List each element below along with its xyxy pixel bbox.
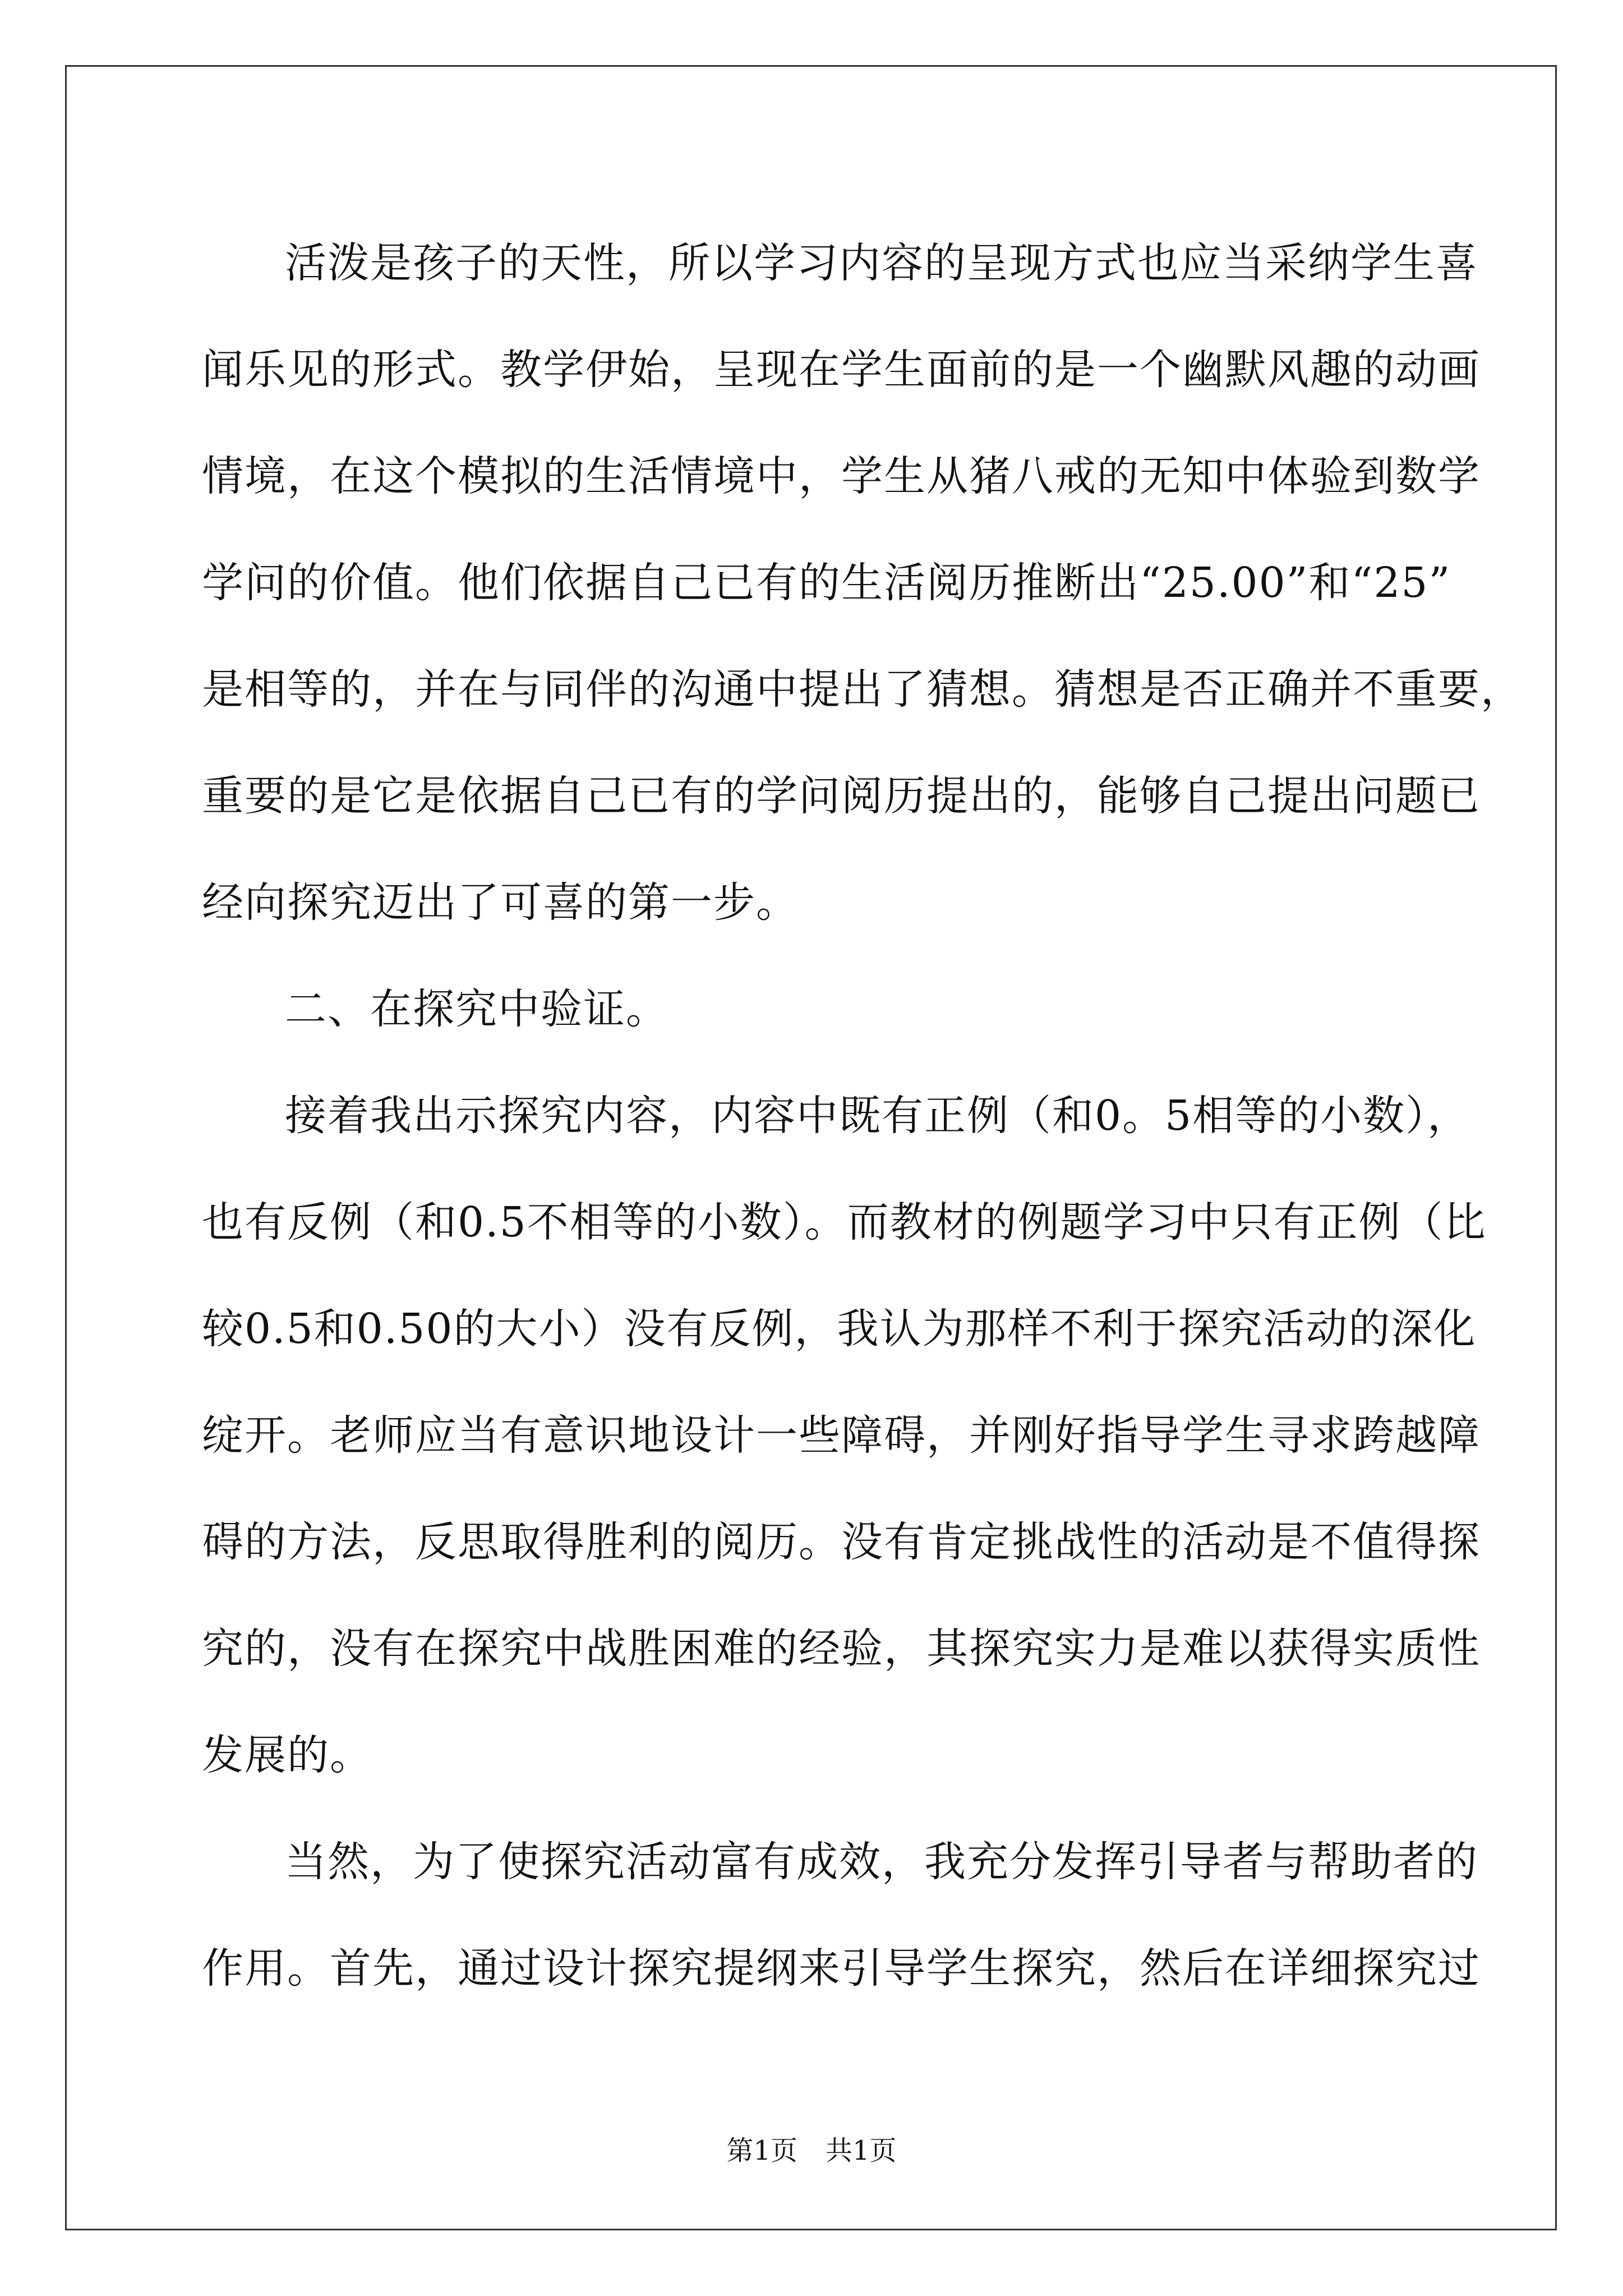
page-number: 第1页 xyxy=(726,2135,797,2166)
paragraph-3 xyxy=(202,1062,1487,1809)
text-line: 碍的方法，反思取得胜利的阅历。没有肯定挑战性的活动是不值得探 xyxy=(202,1518,1481,1566)
text-line: 作用。首先，通过设计探究提纲来引导学生探究，然后在详细探究过 xyxy=(202,1944,1481,1993)
paragraph-4 xyxy=(202,1809,1481,2022)
text-line: 发展的。 xyxy=(202,1731,372,1779)
page-total: 共1页 xyxy=(826,2135,897,2166)
document-body xyxy=(202,210,1523,2022)
text-line: 较0.5和0.50的大小）没有反例，我认为那样不利于探究活动的深化 xyxy=(202,1305,1477,1353)
text-line: 学问的价值。他们依据自己已有的生活阅历推断出“25.00”和“25” xyxy=(202,559,1451,607)
text-line: 究的，没有在探究中战胜困难的经验，其探究实力是难以获得实质性 xyxy=(202,1625,1481,1673)
paragraph-1 xyxy=(202,210,1523,956)
text-line: 经向探究迈出了可喜的第一步。 xyxy=(202,878,799,927)
text-line: 是相等的，并在与同伴的沟通中提出了猜想。猜想是否正确并不重要， xyxy=(202,665,1523,714)
text-line: 二、在探究中验证。 xyxy=(285,985,668,1033)
page-footer xyxy=(0,2129,1623,2168)
text-line: 绽开。老师应当有意识地设计一些障碍，并刚好指导学生寻求跨越障 xyxy=(202,1411,1481,1460)
text-line: 情境，在这个模拟的生活情境中，学生从猪八戒的无知中体验到数学 xyxy=(202,452,1481,500)
text-line: 重要的是它是依据自己已有的学问阅历提出的，能够自己提出问题已 xyxy=(202,772,1481,820)
text-line: 活泼是孩子的天性，所以学习内容的呈现方式也应当采纳学生喜 xyxy=(285,239,1478,287)
text-line: 接着我出示探究内容，内容中既有正例（和0。5相等的小数）， xyxy=(285,1092,1470,1140)
text-line: 也有反例（和0.5不相等的小数）。而教材的例题学习中只有正例（比 xyxy=(202,1198,1487,1246)
section-heading xyxy=(202,956,1424,1062)
text-line: 闻乐见的形式。教学伊始，呈现在学生面前的是一个幽默风趣的动画 xyxy=(202,346,1481,394)
text-line: 当然，为了使探究活动富有成效，我充分发挥引导者与帮助者的 xyxy=(285,1838,1478,1886)
